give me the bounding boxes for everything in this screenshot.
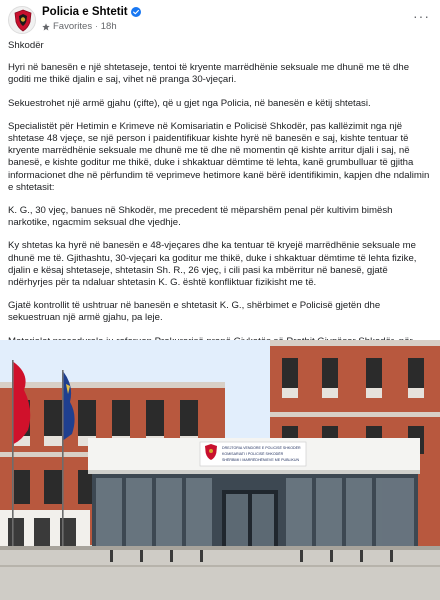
post-time[interactable]: 18h bbox=[100, 21, 117, 32]
police-badge-icon bbox=[9, 7, 36, 34]
star-icon bbox=[42, 23, 50, 31]
post-paragraph-4: K. G., 30 vjeç, banues në Shkodër, me precedent të mëparshëm penal për kultivim bimësh narkotike, ngacmim seksual dhe vjedhje. bbox=[8, 205, 393, 229]
post-paragraph-6: Gjatë kontrollit të ushtruar në banesën e shtetasit K. G., shërbimet e Policisë gjetën dhe sekuestruan një armë gjahu, pa leje. bbox=[8, 300, 381, 324]
sign-line-1: DREJTORIA VENDORE E POLICISË SHKODËR bbox=[222, 446, 301, 450]
post-header bbox=[0, 0, 440, 38]
post-paragraph-1: Hyri në banesën e një shtetaseje, tentoi të kryente marrëdhënie seksuale me dhunë me të dhe goditi me thikë djalin e saj, vihet në pranga 30-vjeçari. bbox=[8, 62, 410, 86]
post-text bbox=[8, 40, 434, 371]
post-location: Shkodër bbox=[8, 40, 44, 51]
audience-label: Favorites bbox=[53, 21, 93, 32]
sign-line-2: KOMISARIATI I POLICISË SHKODËR bbox=[222, 452, 284, 456]
sign-line-3: SHËRBIMI I MARRËDHËNIEVE ME PUBLIKUN bbox=[222, 458, 300, 462]
police-station-photo bbox=[0, 340, 440, 600]
more-dots-icon[interactable]: ··· bbox=[413, 8, 430, 24]
post-meta: Favorites · 18h bbox=[42, 21, 117, 32]
avatar[interactable] bbox=[8, 6, 36, 34]
post-photo[interactable] bbox=[0, 340, 440, 600]
verified-check-icon bbox=[131, 7, 141, 17]
post-paragraph-5: Ky shtetas ka hyrë në banesën e 48-vjeçares dhe ka tentuar të kryejë marrëdhënie seksuale me dhunë me të. Gjithashtu, 30-vjeçari ka goditur me thikë, duke i shkaktuar dëmtime të lehta fizike, djalin e kësaj shtetaseje, shtetasin Sh. R., 26 vjeç, i cili pasi ka mbërritur në banesë, gjatë ndërhyrjes për ta ndaluar shtetasin K. G. është konfliktuar fizikisht me të. bbox=[8, 240, 417, 289]
post-paragraph-3: Specialistët për Hetimin e Krimeve në Komisariatin e Policisë Shkodër, pas kallëzimit nga një shtetase 48 vjeçe, se një person i paidentifikuar kishte hyrë në banesën e saj, kishte tentuar të kryente marrëdhënie seksuale me dhunë me të dhe në momentin që kishte arritur djali i saj, në banesë, e kishte goditur me thikë, duke i shkaktuar dëmtime të lehta, kanë grumbulluar të gjitha informacionet dhe në përfundim të veprimeve hetimore kanë bërë identifikimin, kapjen dhe ndalimin e shtetasit: bbox=[8, 120, 430, 193]
post-paragraph-2: Sekuestrohet një armë gjahu (çifte), që u gjet nga Policia, në banesën e këtij shtetasi. bbox=[8, 97, 371, 109]
post-author[interactable] bbox=[42, 6, 141, 18]
author-name[interactable]: Policia e Shtetit bbox=[42, 6, 128, 18]
